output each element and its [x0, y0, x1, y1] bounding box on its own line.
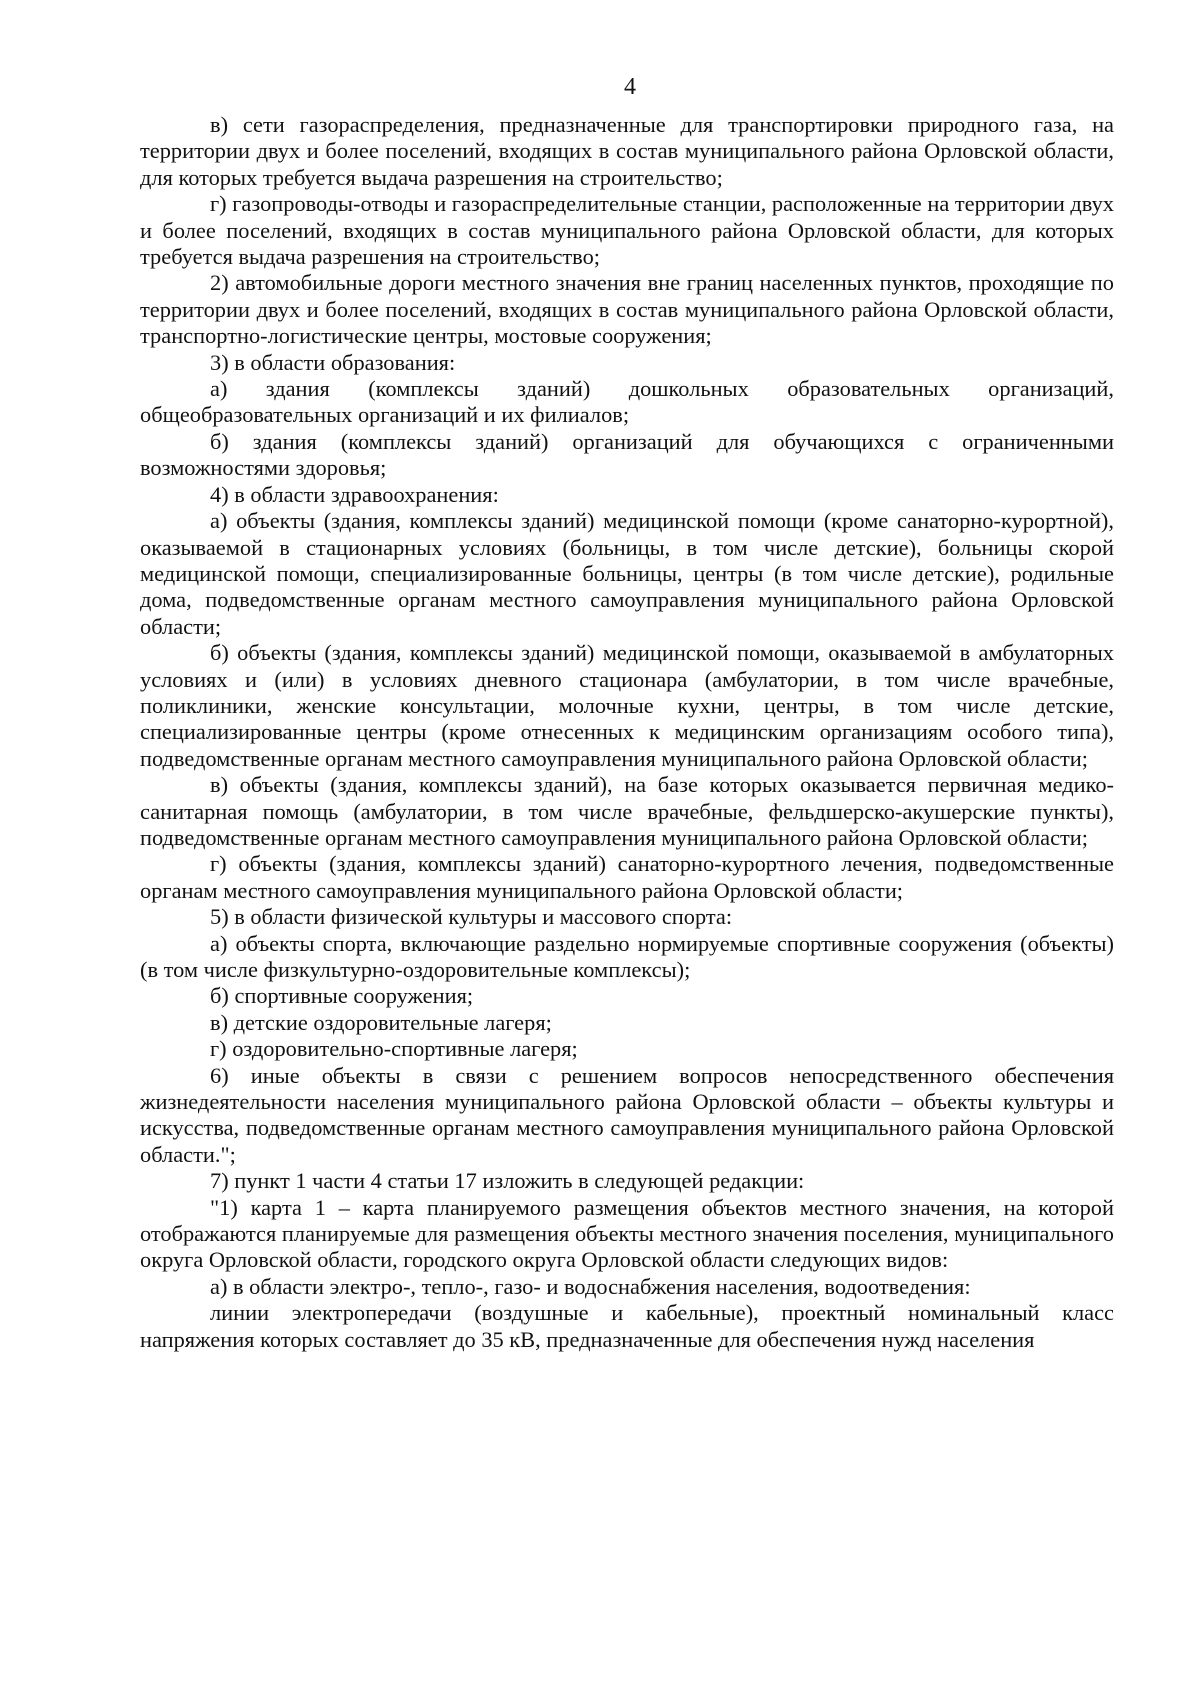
paragraph: в) детские оздоровительные лагеря; — [210, 1009, 552, 1035]
page-number: 4 — [624, 74, 636, 100]
paragraph: в) объекты (здания, комплексы зданий), на базе которых оказывается первичная медико-санитарная помощь (амбулатории, в том числе врачебные, фельдшерско-акушерские пункты), подведомственные органам местного самоуправления муниципального района Орловской области; — [140, 772, 1114, 850]
paragraph: г) газопроводы-отводы и газораспределительные станции, расположенные на территории двух и более поселений, входящих в состав муниципального района Орловской области, для которых требуется выдача разрешения на строительство; — [140, 191, 1114, 270]
paragraph: б) спортивные сооружения; — [210, 983, 474, 1009]
document-body — [140, 112, 1114, 1353]
paragraph: линии электропередачи (воздушные и кабельные), проектный номинальный класс напряжения которых составляет до 35 кВ, предназначенные для обеспечения нужд населения — [140, 1300, 1114, 1352]
paragraph: в) сети газораспределения, предназначенные для транспортировки природного газа, на территории двух и более поселений, входящих в состав муниципального района Орловской области, для которых требуется выдача разрешения на строительство; — [140, 112, 1114, 190]
paragraph: б) объекты (здания, комплексы зданий) медицинской помощи, оказываемой в амбулаторных условиях и (или) в условиях дневного стационара (амбулатории, в том числе врачебные, поликлиники, женские консультации, молочные кухни, центры, в том числе детские, специализированные центры (кроме отнесенных к медицинским организациям особого типа), подведомственные органам местного самоуправления муниципального района Орловской области; — [140, 640, 1114, 771]
paragraph: а) в области электро-, тепло-, газо- и водоснабжения населения, водоотведения: — [210, 1273, 971, 1299]
paragraph: б) здания (комплексы зданий) организаций для обучающихся с ограниченными возможностями здоровья; — [140, 428, 1114, 481]
paragraph: "1) карта 1 – карта планируемого размещения объектов местного значения, на которой отображаются планируемые для размещения объекты местного значения поселения, муниципального округа Орловской области, городского округа Орловской области следующих видов: — [140, 1194, 1114, 1273]
paragraph: г) оздоровительно-спортивные лагеря; — [210, 1036, 578, 1062]
paragraph: г) объекты (здания, комплексы зданий) санаторно-курортного лечения, подведомственные органам местного самоуправления муниципального района Орловской области; — [140, 851, 1114, 903]
paragraph: а) объекты (здания, комплексы зданий) медицинской помощи (кроме санаторно-курортной), оказываемой в стационарных условиях (больницы, в том числе детские), больницы скорой медицинской помощи, специализированные больницы, центры (в том числе детские), родильные дома, подведомственные органам местного самоуправления муниципального района Орловской области; — [140, 508, 1114, 639]
paragraph: 4) в области здравоохранения: — [210, 481, 499, 507]
paragraph: 5) в области физической культуры и массового спорта: — [210, 904, 733, 930]
paragraph: 2) автомобильные дороги местного значения вне границ населенных пунктов, проходящие по территории двух и более поселений, входящих в состав муниципального района Орловской области, транспортно-логистические центры, мостовые сооружения; — [140, 270, 1114, 349]
paragraph: 3) в области образования: — [210, 349, 456, 375]
paragraph: 7) пункт 1 части 4 статьи 17 изложить в следующей редакции: — [210, 1168, 805, 1194]
paragraph: 6) иные объекты в связи с решением вопросов непосредственного обеспечения жизнедеятельности населения муниципального района Орловской области – объекты культуры и искусства, подведомственные органам местного самоуправления муниципального района Орловской области."; — [140, 1062, 1114, 1167]
paragraph: а) объекты спорта, включающие раздельно нормируемые спортивные сооружения (объекты) (в том числе физкультурно-оздоровительные комплексы); — [140, 930, 1114, 982]
paragraph: а) здания (комплексы зданий) дошкольных образовательных организаций, общеобразовательных организаций и их филиалов; — [140, 376, 1114, 428]
